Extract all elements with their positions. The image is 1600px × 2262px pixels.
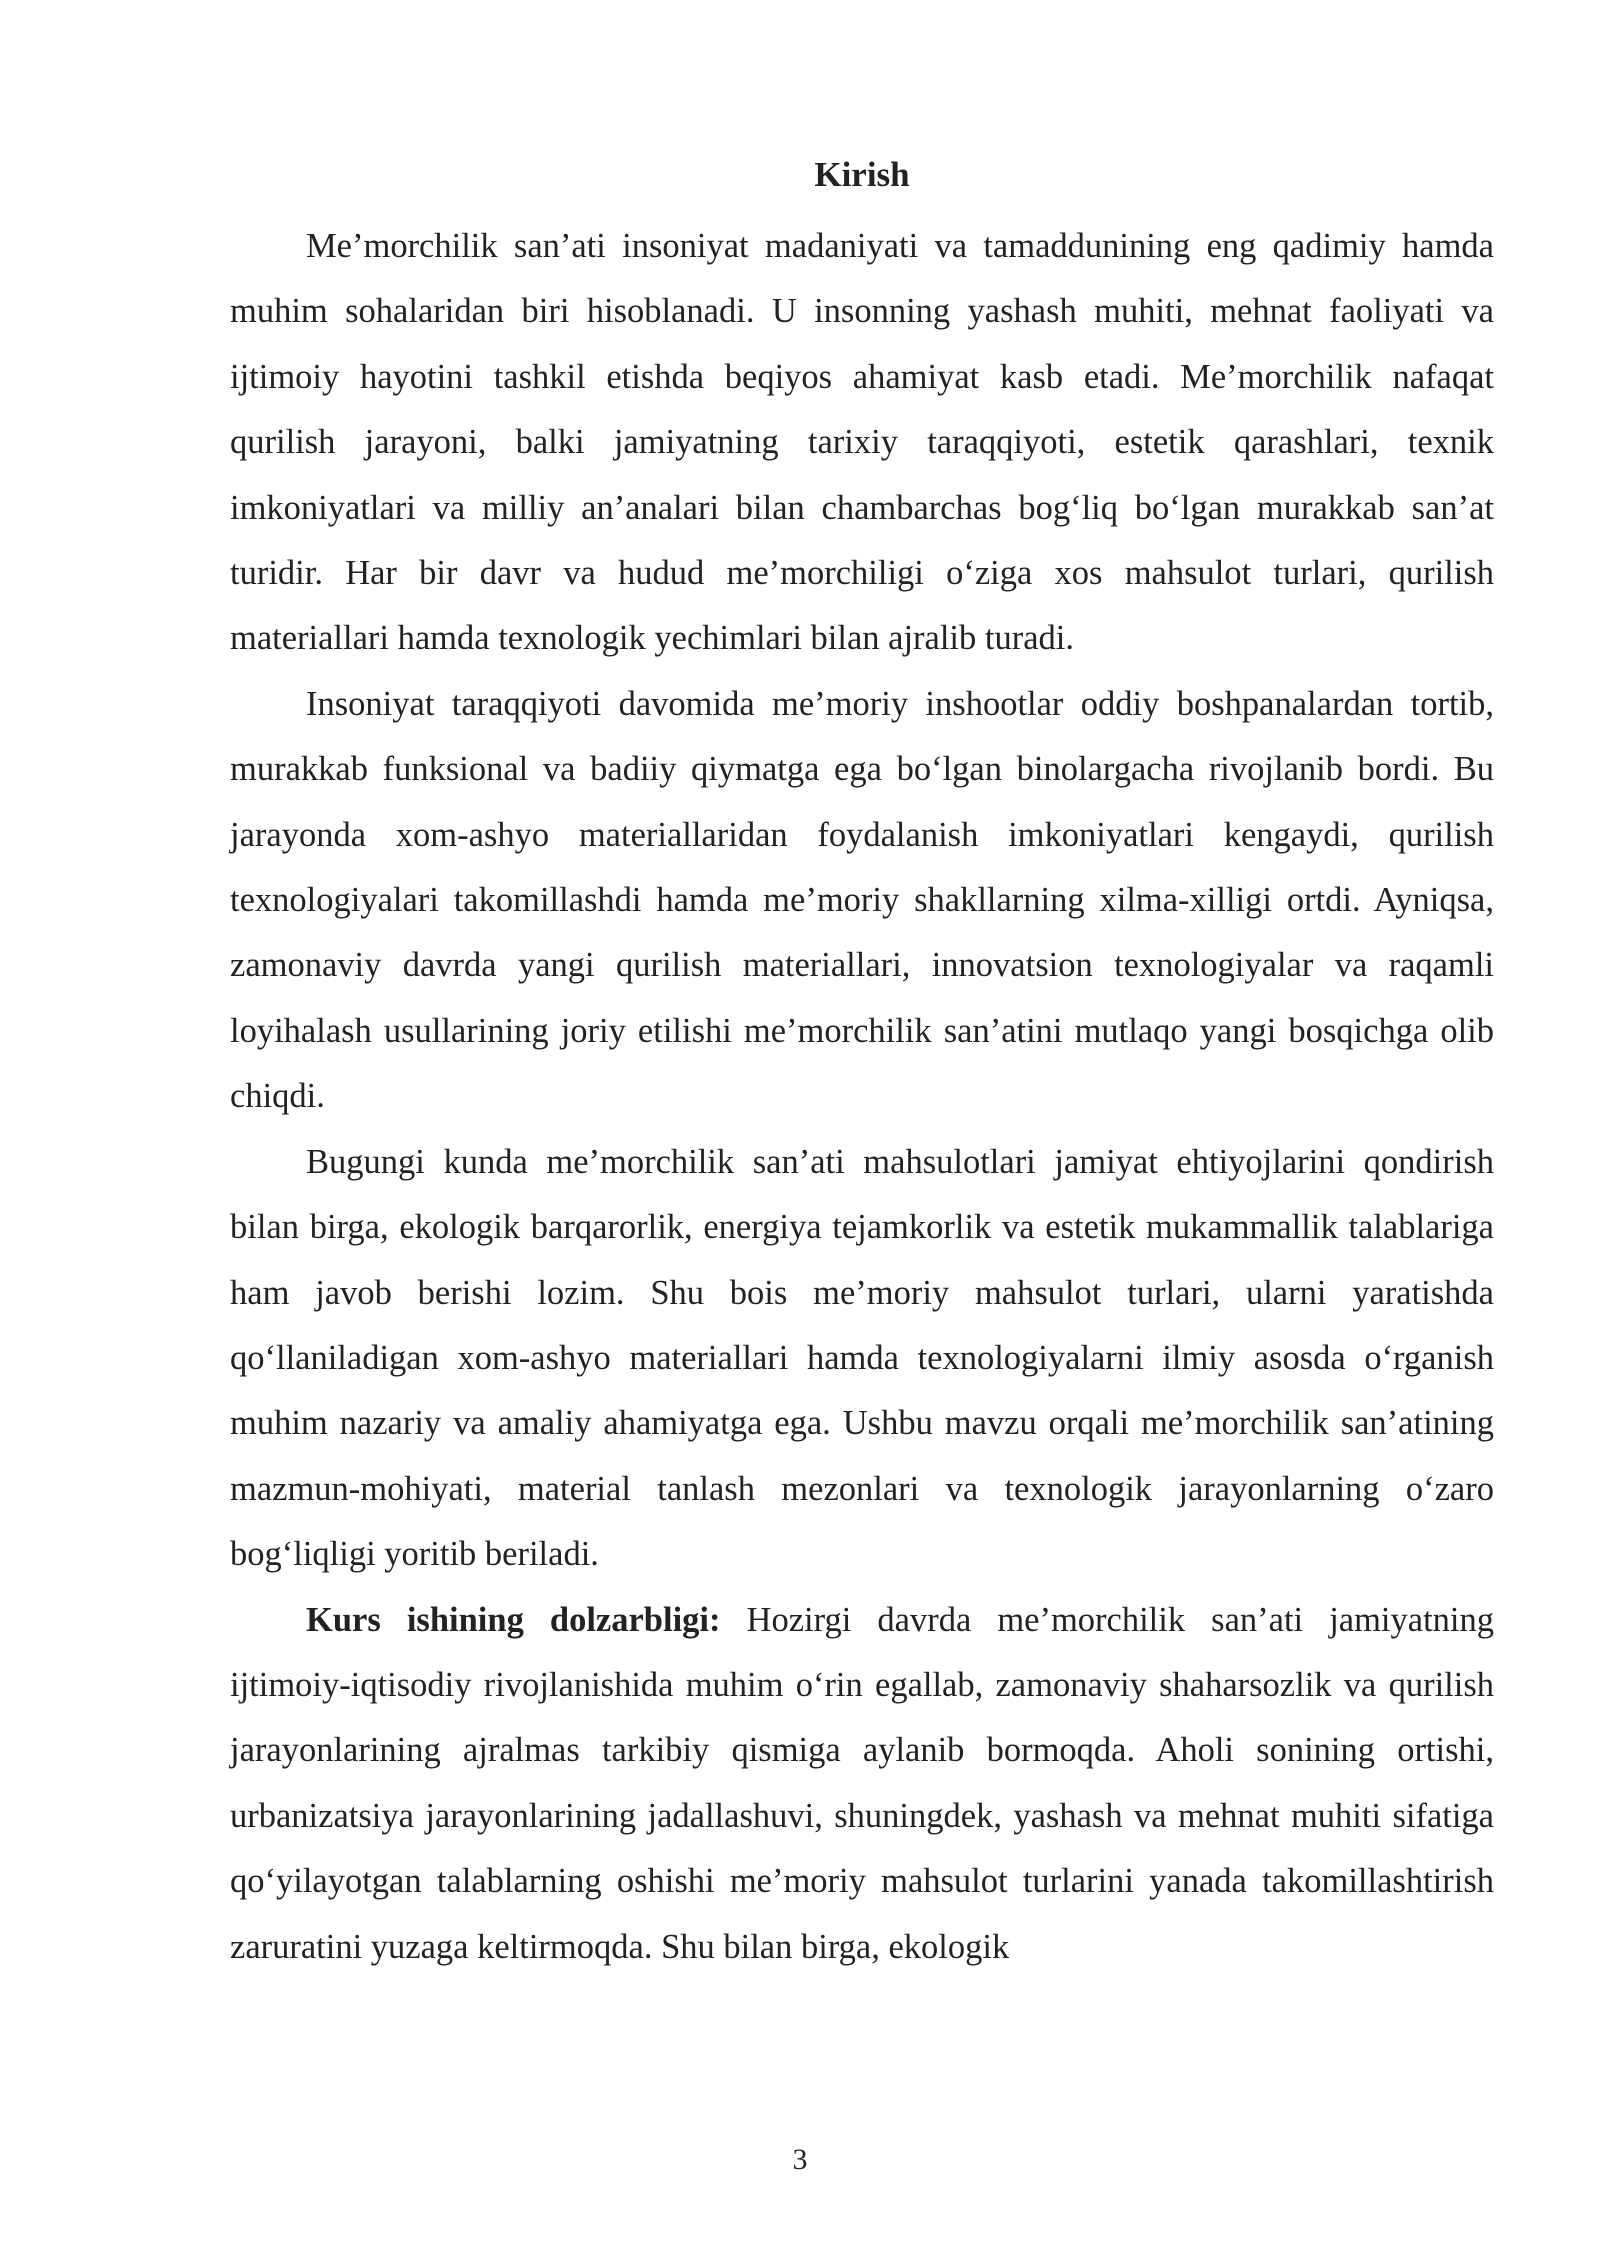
relevance-text: Hozirgi davrda me’morchilik san’ati jamiyatning ijtimoiy-iqtisodiy rivojlanishida muhim o‘rin egallab, zamonaviy shaharsozlik va qurilish jarayonlarining ajralmas tarkibiy qismiga aylanib bormoqda. Aholi sonining ortishi, urbanizatsiya jarayonlarining jadallashuvi, shuningdek, yashash va mehnat muhiti sifatiga qo‘yilayotgan talablarning oshishi me’moriy mahsulot turlarini yanada takomillashtirish zaruratini yuzaga keltirmoqda. Shu bilan birga, ekologik bbox=[230, 1600, 1494, 1966]
section-heading: Kirish bbox=[814, 155, 910, 194]
paragraph-3: Bugungi kunda me’morchilik san’ati mahsulotlari jamiyat ehtiyojlarini qondirish bilan birga, ekologik barqarorlik, energiya tejamkorlik va estetik mukammallik talablariga ham javob berishi lozim. Shu bois me’moriy mahsulot turlari, ularni yaratishda qo‘llaniladigan xom-ashyo materiallari hamda texnologiyalarni ilmiy asosda o‘rganish muhim nazariy va amaliy ahamiyatga ega. Ushbu mavzu orqali me’morchilik san’atining mazmun-mohiyati, material tanlash mezonlari va texnologik jarayonlarning o‘zaro bog‘liqligi yoritib beriladi. bbox=[230, 1142, 1494, 1574]
paragraph-1: Me’morchilik san’ati insoniyat madaniyati va tamaddunining eng qadimiy hamda muhim sohalaridan biri hisoblanadi. U insonning yashash muhiti, mehnat faoliyati va ijtimoiy hayotini tashkil etishda beqiyos ahamiyat kasb etadi. Me’morchilik nafaqat qurilish jarayoni, balki jamiyatning tarixiy taraqqiyoti, estetik qarashlari, texnik imkoniyatlari va milliy an’analari bilan chambarchas bog‘liq bo‘lgan murakkab san’at turidir. Har bir davr va hudud me’morchiligi o‘ziga xos mahsulot turlari, qurilish materiallari hamda texnologik yechimlari bilan ajralib turadi. bbox=[230, 227, 1494, 658]
page-content bbox=[230, 150, 1494, 1980]
page-number: 3 bbox=[792, 2143, 808, 2176]
paragraph-2: Insoniyat taraqqiyoti davomida me’moriy inshootlar oddiy boshpanalardan tortib, murakkab funksional va badiiy qiymatga ega bo‘lgan binolargacha rivojlanib bordi. Bu jarayonda xom-ashyo materiallaridan foydalanish imkoniyatlari kengaydi, qurilish texnologiyalari takomillashdi hamda me’moriy shakllarning xilma-xilligi ortdi. Ayniqsa, zamonaviy davrda yangi qurilish materiallari, innovatsion texnologiyalar va raqamli loyihalash usullarining joriy etilishi me’morchilik san’atini mutlaqo yangi bosqichga olib chiqdi. bbox=[230, 684, 1494, 1116]
relevance-paragraph bbox=[230, 1588, 1494, 1980]
relevance-label: Kurs ishining dolzarbligi: bbox=[306, 1600, 721, 1639]
